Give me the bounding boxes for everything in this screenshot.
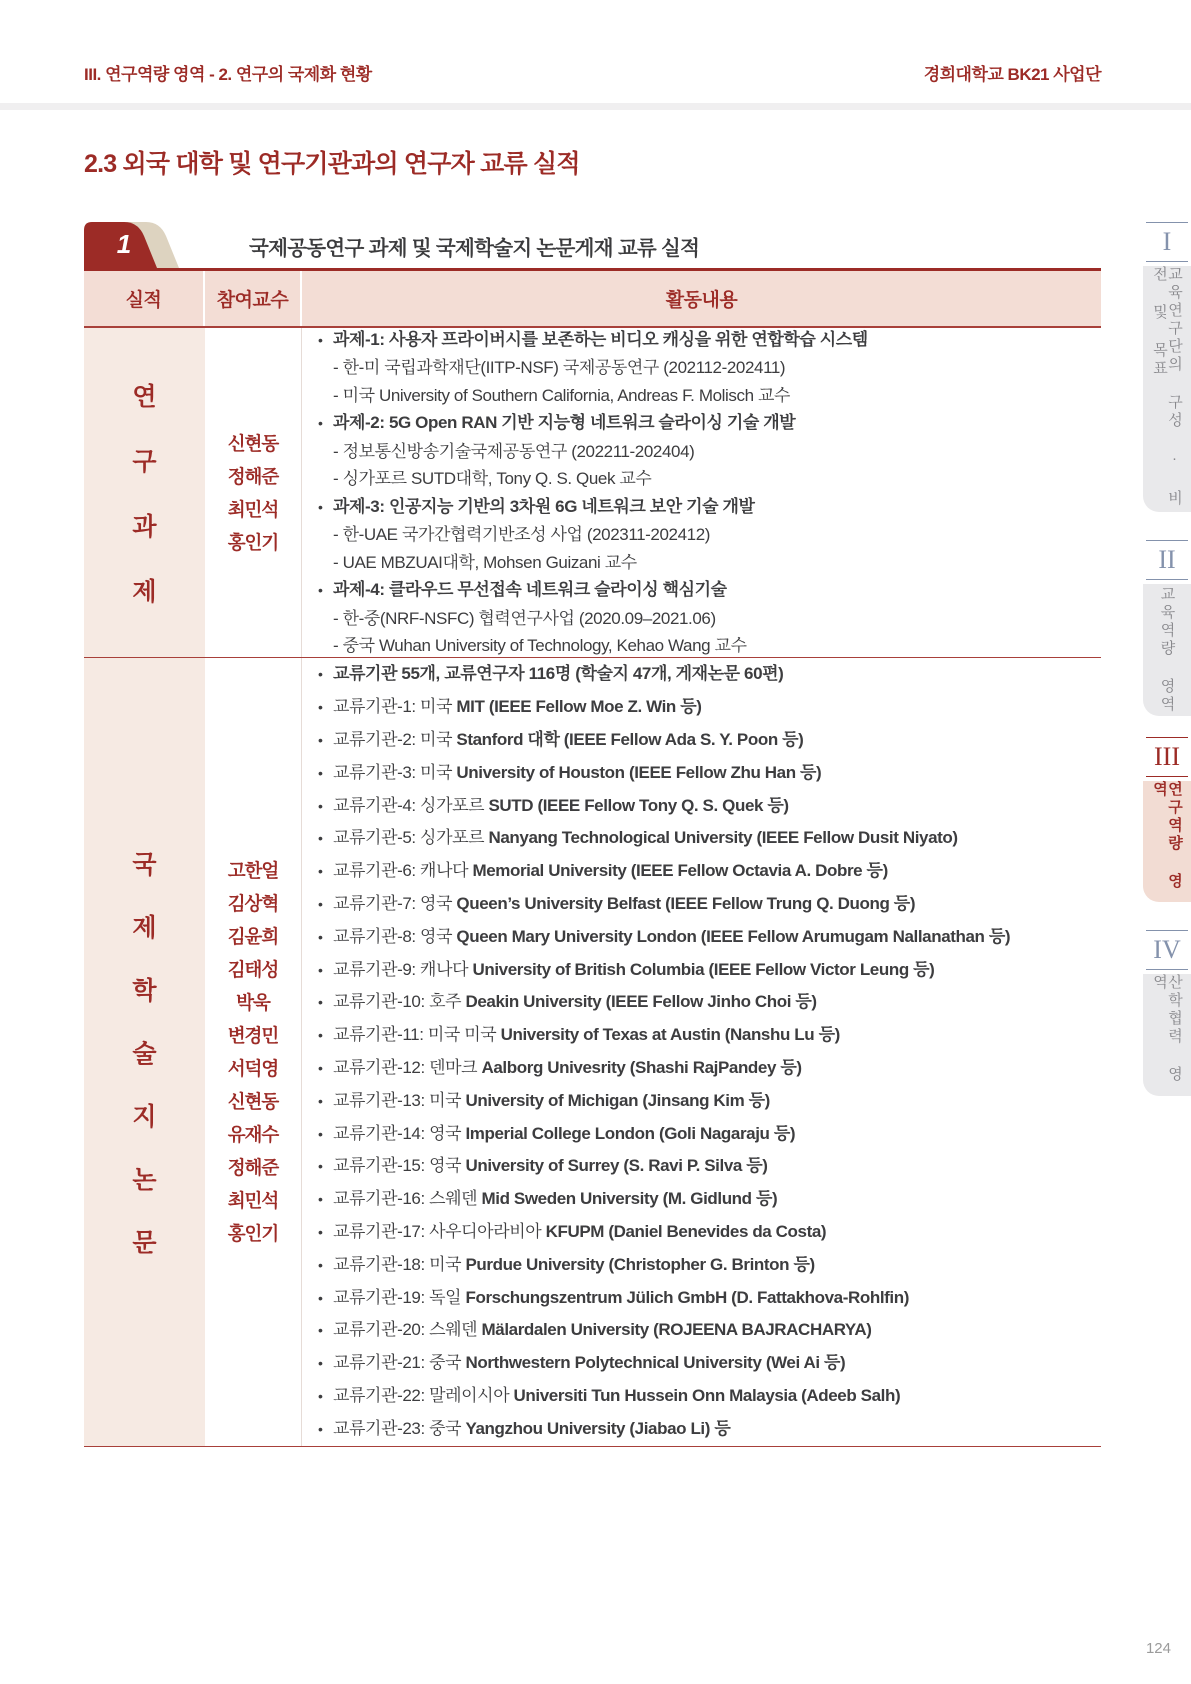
activity-item: • 교류기관-19: 독일 Forschungszentrum Jülich GmbH (D. Fattakhova-Rohlfin) [318,1282,1101,1315]
activity-item: • 교류기관-13: 미국 University of Michigan (Jinsang Kim 등) [318,1085,1101,1118]
activity-item: - UAE MBZUAI대학, Mohsen Guizani 교수 [333,552,637,572]
tab-divider [1146,579,1188,580]
bullet-icon: • [318,1420,323,1437]
running-header-left: III. 연구역량 영역 - 2. 연구의 국제화 현황 [84,65,372,84]
category-char: 술 [132,1040,157,1068]
side-tab-section-3 [1143,737,1191,902]
table-row-research-projects [84,328,1101,658]
bullet-icon: • [318,863,323,880]
professor-name: 정해준 [227,1157,279,1178]
exchange-table [84,268,1101,1447]
bullet-icon: • [318,415,323,431]
category-char: 과 [132,513,157,541]
activity-cell [302,658,1101,1446]
professors-cell [205,328,302,657]
activity-item: • 교류기관-20: 스웨덴 Mälardalen University (ROJEENA BAJRACHARYA) [318,1314,1101,1347]
activity-cell [302,328,1101,657]
professor-name: 유재수 [227,1124,279,1145]
activity-item: • 교류기관-6: 캐나다 Memorial University (IEEE Fellow Octavia A. Dobre 등) [318,855,1101,888]
section-badge-number: 1 [116,229,132,259]
activity-item: • 과제-3: 인공지능 기반의 3차원 6G 네트워크 보안 기술 개발 [318,493,1101,522]
side-tab-section-2 [1143,540,1191,716]
bullet-icon: • [318,928,323,945]
bullet-icon: • [318,732,323,749]
category-char: 학 [132,977,157,1005]
column-header-result: 실적 [84,271,205,326]
professor-name: 변경민 [227,1025,279,1046]
professor-name: 신현동 [227,432,279,454]
bullet-icon: • [318,896,323,913]
activity-item: • 과제-4: 클라우드 무선접속 네트워크 슬라이싱 핵심기술 [318,576,1101,605]
header-divider [0,103,1191,110]
professor-name: 최민석 [227,498,279,520]
category-char: 제 [132,914,157,942]
table-header-row [84,271,1101,328]
bullet-icon: • [318,699,323,716]
bullet-icon: • [318,1322,323,1339]
professor-name: 정해준 [227,465,279,487]
tab-label-box [1143,584,1191,716]
activity-item: • 교류기관 55개, 교류연구자 116명 (학술지 47개, 게재논문 60편) [318,658,1101,691]
activity-item: - 정보통신방송기술국제공동연구 (202211-202404) [333,441,695,461]
side-tab-section-4 [1143,930,1191,1096]
professor-name: 서덕영 [227,1058,279,1079]
professor-name: 홍인기 [227,531,279,553]
activity-item: - 한-UAE 국가간협력기반조성 사업 (202311-202412) [333,525,711,544]
side-tab-section-1 [1143,222,1191,512]
activity-item: - 중국 Wuhan University of Technology, Kehao Wang 교수 [333,636,747,655]
activity-item: - 한-중(NRF-NSFC) 협력연구사업 (2020.09–2021.06) [333,608,716,628]
activity-list [318,328,1101,657]
category-cell [84,328,205,657]
bullet-icon: • [318,331,323,348]
tab-numeral: I [1162,227,1172,256]
activity-item: • 교류기관-3: 미국 University of Houston (IEEE Fellow Zhu Han 등) [318,757,1101,790]
bullet-icon: • [318,666,323,683]
professors-cell [205,658,302,1446]
activity-item: • 교류기관-10: 호주 Deakin University (IEEE Fellow Jinho Choi 등) [318,986,1101,1019]
section-title: 국제공동연구 과제 및 국제학술지 논문게재 교류 실적 [249,237,700,260]
bullet-icon: • [318,1191,323,1208]
professor-name: 최민석 [227,1190,279,1211]
tab-label: 교육연구단의 구성 · 비전 및 목표 [1151,266,1183,508]
professor-name: 신현동 [227,1091,279,1112]
tab-divider [1146,969,1188,970]
activity-item: • 교류기관-15: 영국 University of Surrey (S. Ravi P. Silva 등) [318,1150,1101,1183]
bullet-icon: • [318,764,323,781]
activity-item: • 교류기관-22: 말레이시아 Universiti Tun Hussein Onn Malaysia (Adeeb Salh) [318,1380,1101,1413]
activity-item: • 교류기관-16: 스웨덴 Mid Sweden University (M. Gidlund 등) [318,1183,1101,1216]
activity-item: • 교류기관-18: 미국 Purdue University (Christopher G. Brinton 등) [318,1249,1101,1282]
category-char: 국 [132,851,157,879]
activity-item: - 한-미 국립과학재단(IITP-NSF) 국제공동연구 (202112-202411) [333,358,786,377]
activity-item: • 교류기관-21: 중국 Northwestern Polytechnical University (Wei Ai 등) [318,1347,1101,1380]
activity-item: - 싱가포르 SUTD대학, Tony Q. S. Quek 교수 [333,469,652,488]
professor-name: 홍인기 [227,1223,279,1244]
page-number: 124 [1145,1640,1171,1657]
table-row-journal-papers [84,658,1101,1446]
activity-item: • 교류기관-9: 캐나다 University of British Columbia (IEEE Fellow Victor Leung 등) [318,954,1101,987]
tab-label-box [1143,974,1191,1096]
professor-name: 김윤희 [227,926,279,947]
activity-item: - 미국 University of Southern California, Andreas F. Molisch 교수 [333,385,791,405]
activity-item: • 과제-2: 5G Open RAN 기반 지능형 네트워크 슬라이싱 기술 개발 [318,409,1101,438]
bullet-icon: • [318,1125,323,1142]
bullet-icon: • [318,1256,323,1273]
tab-label: 교육역량 영역 [1158,586,1176,714]
running-header-right: 경희대학교 BK21 사업단 [923,65,1101,84]
tab-label-box [1143,781,1191,902]
activity-item: • 교류기관-12: 덴마크 Aalborg Univesrity (Shashi RajPandey 등) [318,1052,1101,1085]
tab-numeral: III [1154,742,1180,771]
bullet-icon: • [318,1158,323,1175]
professor-list [228,427,279,559]
bullet-icon: • [318,1092,323,1109]
activity-item: • 교류기관-1: 미국 MIT (IEEE Fellow Moe Z. Win 등) [318,691,1101,724]
section-heading [84,222,1101,268]
category-label [132,377,156,608]
bullet-icon: • [318,994,323,1011]
tab-divider [1146,261,1188,262]
category-char: 구 [132,448,157,476]
bullet-icon: • [318,582,323,598]
bullet-icon: • [318,1060,323,1076]
activity-item: • 교류기관-11: 미국 미국 University of Texas at Austin (Nanshu Lu 등) [318,1019,1101,1052]
tab-numeral: IV [1153,935,1181,964]
activity-item: • 교류기관-17: 사우디아라비아 KFUPM (Daniel Benevides da Costa) [318,1216,1101,1249]
bullet-icon: • [318,1289,323,1306]
tab-divider [1146,776,1188,777]
activity-item: • 교류기관-23: 중국 Yangzhou University (Jiabao Li) 등 [318,1413,1101,1446]
bullet-icon: • [318,961,323,978]
tab-label: 산학협력 영역 [1151,974,1183,1084]
category-label [132,845,156,1259]
professor-name: 김태성 [227,959,279,980]
category-char: 제 [132,578,157,606]
bullet-icon: • [318,1223,323,1240]
tab-label-box [1143,266,1191,512]
professor-name: 박욱 [236,992,270,1013]
activity-item: • 과제-1: 사용자 프라이버시를 보존하는 비디오 캐싱을 위한 연합학습 시스템 [318,328,1101,354]
activity-item: • 교류기관-8: 영국 Queen Mary University London (IEEE Fellow Arumugam Nallanathan 등) [318,921,1101,954]
tab-numeral: II [1158,545,1176,574]
professor-name: 김상혁 [227,893,279,914]
category-char: 지 [132,1103,157,1131]
category-char: 논 [132,1166,157,1194]
activity-item: • 교류기관-14: 영국 Imperial College London (Goli Nagaraju 등) [318,1118,1101,1151]
page-title: 2.3 외국 대학 및 연구기관과의 연구자 교류 실적 [84,150,580,178]
bullet-icon: • [318,797,323,814]
activity-item: • 교류기관-7: 영국 Queen’s University Belfast (IEEE Fellow Trung Q. Duong 등) [318,888,1101,921]
category-char: 연 [132,383,157,411]
column-header-activity: 활동내용 [665,290,738,311]
column-header-professors: 참여교수 [205,271,302,326]
activity-item: • 교류기관-2: 미국 Stanford 대학 (IEEE Fellow Ada S. Y. Poon 등) [318,724,1101,757]
activity-item: • 교류기관-4: 싱가포르 SUTD (IEEE Fellow Tony Q. S. Quek 등) [318,790,1101,823]
bullet-icon: • [318,498,323,515]
activity-list [318,658,1101,1445]
bullet-icon: • [318,830,323,847]
bullet-icon: • [318,1355,323,1372]
professor-name: 고한얼 [227,860,279,881]
activity-item: • 교류기관-5: 싱가포르 Nanyang Technological University (IEEE Fellow Dusit Niyato) [318,822,1101,855]
category-char: 문 [132,1229,157,1257]
bullet-icon: • [318,1027,323,1044]
category-cell [84,658,205,1446]
professor-list [228,854,279,1250]
bullet-icon: • [318,1387,323,1404]
tab-label: 연구역량 영역 [1151,781,1183,891]
